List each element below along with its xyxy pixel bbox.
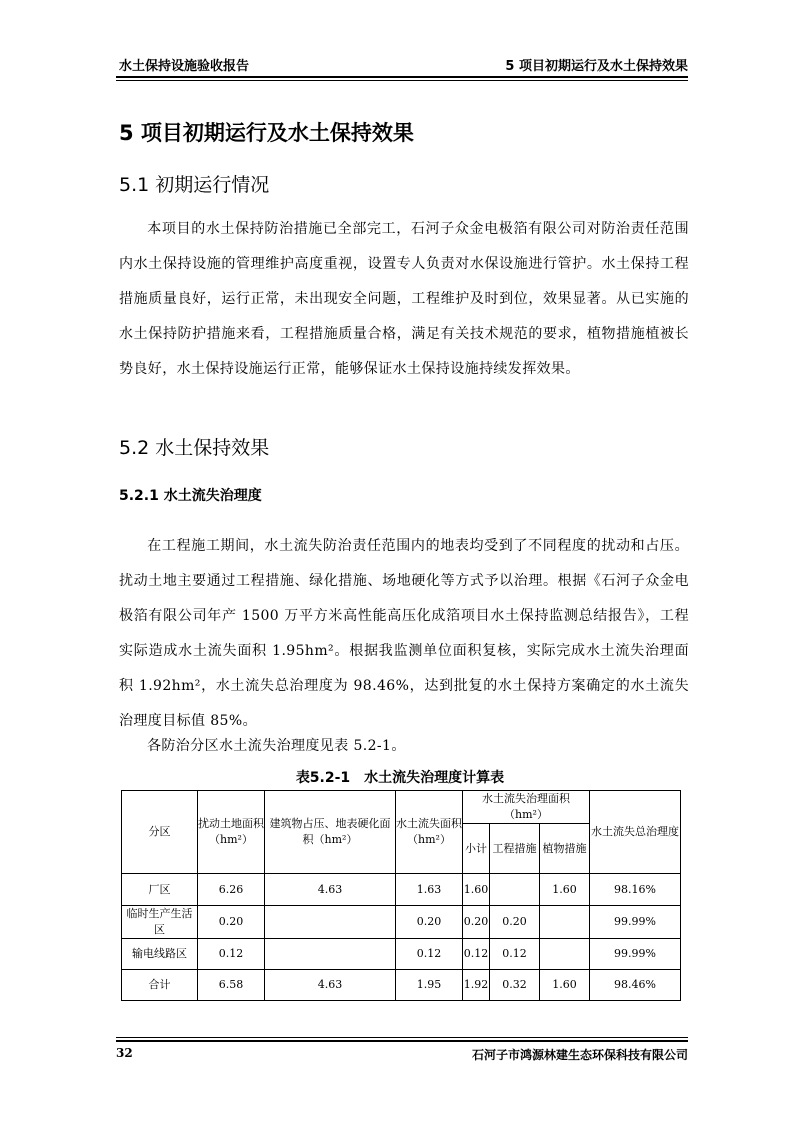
- cell-disturbed: 0.20: [198, 906, 265, 939]
- cell-disturbed: 6.26: [198, 874, 265, 906]
- table-header-row: [122, 791, 681, 824]
- table-total-row: [122, 970, 681, 1001]
- section-5-2-paragraph-2: 各防治分区水土流失治理度见表 5.2-1。: [147, 738, 406, 754]
- header-disturbed-area: 扰动土地面积（hm²）: [198, 791, 265, 874]
- cell-degree: 99.99%: [590, 939, 681, 970]
- cell-degree: 98.46%: [590, 970, 681, 1001]
- cell-plant: [540, 939, 590, 970]
- cell-plant: [540, 906, 590, 939]
- cell-zone: 合计: [122, 970, 198, 1001]
- cell-zone: 厂区: [122, 874, 198, 906]
- header-subtotal: 小计: [463, 824, 490, 874]
- table-caption: 表5.2-1 水土流失治理度计算表: [295, 770, 505, 786]
- cell-subtotal: 1.92: [463, 970, 490, 1001]
- cell-zone: 输电线路区: [122, 939, 198, 970]
- footer-rule: [116, 1040, 688, 1042]
- header-plant: 植物措施: [540, 824, 590, 874]
- header-engineering: 工程措施: [490, 824, 540, 874]
- cell-loss: 1.63: [396, 874, 463, 906]
- header-loss-area: 水土流失面积（hm²）: [396, 791, 463, 874]
- header-zone: 分区: [122, 791, 198, 874]
- cell-engineering: [490, 874, 540, 906]
- header-document-title: 水土保持设施验收报告: [119, 59, 250, 74]
- cell-building: [265, 939, 396, 970]
- cell-disturbed: 6.58: [198, 970, 265, 1001]
- cell-subtotal: 1.60: [463, 874, 490, 906]
- section-5-1-title: 5.1 初期运行情况: [119, 174, 270, 196]
- cell-building: [265, 906, 396, 939]
- cell-building: 4.63: [265, 874, 396, 906]
- cell-degree: 98.16%: [590, 874, 681, 906]
- header-treated-area: 水土流失治理面积（hm²）: [463, 791, 590, 824]
- table-row: [122, 906, 681, 939]
- header-rule-thin: [116, 80, 688, 81]
- cell-plant: 1.60: [540, 970, 590, 1001]
- table-row: [122, 939, 681, 970]
- cell-loss: 1.95: [396, 970, 463, 1001]
- chapter-title: 5 项目初期运行及水土保持效果: [119, 121, 414, 145]
- cell-subtotal: 0.12: [463, 939, 490, 970]
- header-chapter-title: 5 项目初期运行及水土保持效果: [505, 59, 688, 74]
- footer-company: 石河子市鸿源林建生态环保科技有限公司: [471, 1048, 688, 1062]
- page-number: 32: [116, 1046, 133, 1060]
- cell-subtotal: 0.20: [463, 906, 490, 939]
- footer-rule-thin: [116, 1037, 688, 1038]
- cell-loss: 0.12: [396, 939, 463, 970]
- header-building-area: 建筑物占压、地表硬化面积（hm²）: [265, 791, 396, 874]
- section-5-1-paragraph: 本项目的水土保持防治措施已全部完工，石河子众金电极箔有限公司对防治责任范围内水土保持设施的管理维护高度重视，设置专人负责对水保设施进行管护。水土保持工程措施质量良好，运行正常，未出现安全问题，工程维护及时到位，效果显著。从已实施的水土保持防护措施来看，工程措施质量合格，满足有关技术规范的要求，植物措施植被长势良好，水土保持设施运行正常，能够保证水土保持设施持续发挥效果。: [119, 221, 689, 377]
- cell-plant: 1.60: [540, 874, 590, 906]
- header-governance-degree: 水土流失总治理度: [590, 791, 681, 874]
- table-row: [122, 874, 681, 906]
- cell-engineering: 0.12: [490, 939, 540, 970]
- cell-degree: 99.99%: [590, 906, 681, 939]
- subsection-5-2-1-title: 5.2.1 水土流失治理度: [119, 488, 262, 504]
- cell-engineering: 0.20: [490, 906, 540, 939]
- cell-engineering: 0.32: [490, 970, 540, 1001]
- section-5-2-paragraph-1: 在工程施工期间，水土流失防治责任范围内的地表均受到了不同程度的扰动和占压。扰动土地主要通过工程措施、绿化措施、场地硬化等方式予以治理。根据《石河子众金电极箔有限公司年产 1500 万平方米高性能高压化成箔项目水土保持监测总结报告》，工程实际造成水土流失面积 1.95hm²。根据我监测单位面积复核，实际完成水土流失治理面积 1.92hm²，水土流失总治理度为 98.46%，达到批复的水土保持方案确定的水土流失治理度目标值 85%。: [119, 538, 689, 729]
- cell-zone: 临时生产生活区: [122, 906, 198, 939]
- cell-building: 4.63: [265, 970, 396, 1001]
- header-rule: [116, 76, 688, 78]
- governance-degree-table: [121, 790, 681, 1001]
- cell-disturbed: 0.12: [198, 939, 265, 970]
- section-5-2-title: 5.2 水土保持效果: [119, 437, 270, 459]
- cell-loss: 0.20: [396, 906, 463, 939]
